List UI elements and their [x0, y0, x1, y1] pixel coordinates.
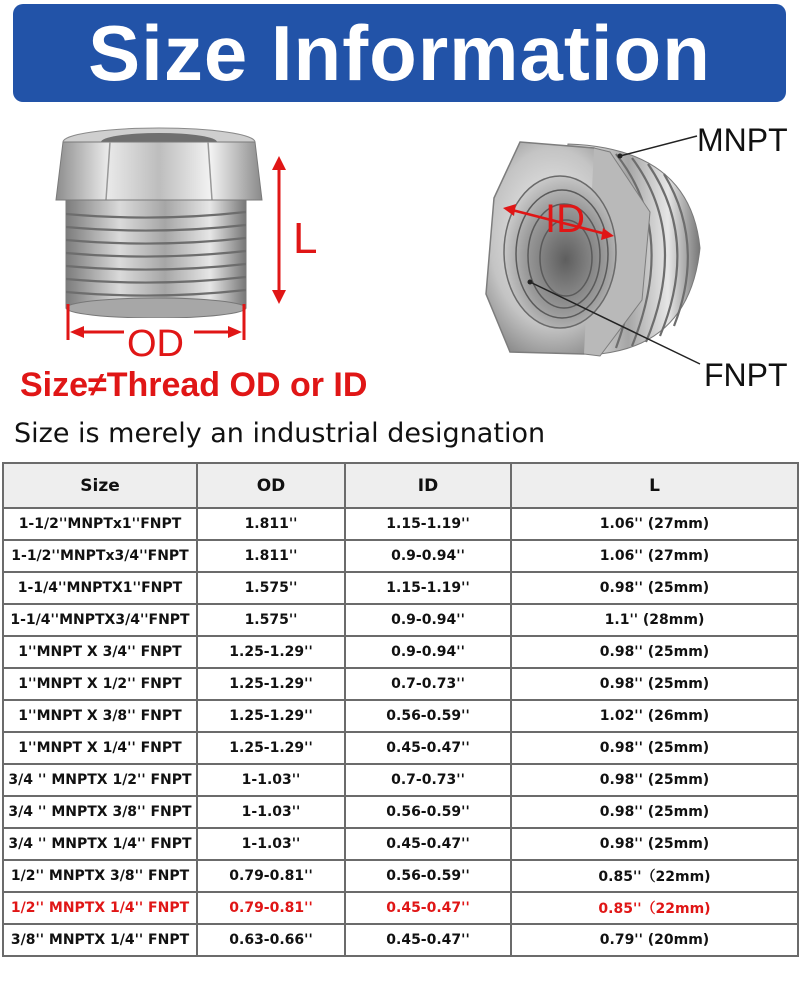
cell-l: 0.98'' (25mm)	[511, 732, 798, 764]
fitting-diagram	[0, 108, 800, 408]
angled-view-fitting	[486, 142, 700, 356]
header-od: OD	[197, 463, 345, 508]
cell-size: 3/4 '' MNPTX 1/2'' FNPT	[3, 764, 197, 796]
table-row	[3, 572, 798, 604]
cell-id: 0.9-0.94''	[345, 604, 511, 636]
cell-id: 0.7-0.73''	[345, 668, 511, 700]
cell-l: 0.98'' (25mm)	[511, 668, 798, 700]
cell-id: 0.45-0.47''	[345, 892, 511, 924]
header-l: L	[511, 463, 798, 508]
cell-l: 1.02'' (26mm)	[511, 700, 798, 732]
size-table	[2, 462, 799, 957]
table-row	[3, 732, 798, 764]
cell-id: 0.56-0.59''	[345, 700, 511, 732]
cell-id: 0.56-0.59''	[345, 796, 511, 828]
size-warning: Size≠Thread OD or ID	[20, 366, 368, 404]
cell-size: 1-1/2''MNPTx3/4''FNPT	[3, 540, 197, 572]
mnpt-leader	[620, 136, 697, 156]
cell-od: 0.79-0.81''	[197, 860, 345, 892]
cell-l: 0.98'' (25mm)	[511, 796, 798, 828]
table-row	[3, 828, 798, 860]
side-view-fitting	[56, 128, 262, 318]
cell-od: 1.575''	[197, 572, 345, 604]
cell-od: 1.25-1.29''	[197, 700, 345, 732]
cell-l: 0.98'' (25mm)	[511, 828, 798, 860]
cell-od: 1-1.03''	[197, 764, 345, 796]
mnpt-leader-dot	[618, 154, 623, 159]
cell-id: 0.7-0.73''	[345, 764, 511, 796]
length-label: L	[293, 214, 318, 263]
table-row	[3, 860, 798, 892]
cell-od: 0.63-0.66''	[197, 924, 345, 956]
fnpt-label: FNPT	[704, 357, 788, 393]
cell-od: 1.575''	[197, 604, 345, 636]
header-size: Size	[3, 463, 197, 508]
cell-size: 1-1/2''MNPTx1''FNPT	[3, 508, 197, 540]
cell-id: 1.15-1.19''	[345, 572, 511, 604]
cell-od: 1.25-1.29''	[197, 732, 345, 764]
cell-id: 0.45-0.47''	[345, 828, 511, 860]
designation-note: Size is merely an industrial designation	[14, 418, 546, 449]
cell-size: 1''MNPT X 1/2'' FNPT	[3, 668, 197, 700]
cell-size: 3/4 '' MNPTX 1/4'' FNPT	[3, 828, 197, 860]
cell-id: 0.45-0.47''	[345, 732, 511, 764]
length-dimension	[272, 156, 286, 304]
cell-size: 1-1/4''MNPTX3/4''FNPT	[3, 604, 197, 636]
cell-id: 0.9-0.94''	[345, 540, 511, 572]
cell-size: 1''MNPT X 3/4'' FNPT	[3, 636, 197, 668]
table-row	[3, 796, 798, 828]
mnpt-label: MNPT	[697, 122, 788, 158]
table-body	[3, 508, 798, 956]
product-figure	[0, 108, 800, 408]
cell-l: 1.06'' (27mm)	[511, 508, 798, 540]
table-row	[3, 700, 798, 732]
page-title: Size Information	[88, 9, 711, 97]
cell-size: 1-1/4''MNPTX1''FNPT	[3, 572, 197, 604]
od-label: OD	[127, 323, 184, 365]
cell-size: 1/2'' MNPTX 1/4'' FNPT	[3, 892, 197, 924]
cell-od: 1.811''	[197, 540, 345, 572]
cell-l: 0.98'' (25mm)	[511, 572, 798, 604]
cell-l: 0.85''（22mm)	[511, 860, 798, 892]
cell-od: 1-1.03''	[197, 796, 345, 828]
cell-l: 1.1'' (28mm)	[511, 604, 798, 636]
cell-l: 0.85''（22mm)	[511, 892, 798, 924]
cell-size: 1''MNPT X 1/4'' FNPT	[3, 732, 197, 764]
table-row	[3, 508, 798, 540]
table-row	[3, 636, 798, 668]
fnpt-leader-dot	[528, 280, 533, 285]
table-row	[3, 668, 798, 700]
cell-l: 0.98'' (25mm)	[511, 636, 798, 668]
cell-l: 0.79'' (20mm)	[511, 924, 798, 956]
cell-size: 3/4 '' MNPTX 3/8'' FNPT	[3, 796, 197, 828]
table-row	[3, 764, 798, 796]
cell-id: 0.45-0.47''	[345, 924, 511, 956]
cell-od: 1.811''	[197, 508, 345, 540]
title-banner	[13, 4, 786, 102]
cell-od: 1.25-1.29''	[197, 636, 345, 668]
cell-size: 1/2'' MNPTX 3/8'' FNPT	[3, 860, 197, 892]
cell-size: 1''MNPT X 3/8'' FNPT	[3, 700, 197, 732]
cell-id: 0.56-0.59''	[345, 860, 511, 892]
cell-l: 0.98'' (25mm)	[511, 764, 798, 796]
table-row	[3, 924, 798, 956]
cell-size: 3/8'' MNPTX 1/4'' FNPT	[3, 924, 197, 956]
table-header-row	[3, 463, 798, 508]
table-row	[3, 604, 798, 636]
cell-od: 1.25-1.29''	[197, 668, 345, 700]
cell-id: 1.15-1.19''	[345, 508, 511, 540]
cell-od: 1-1.03''	[197, 828, 345, 860]
header-id: ID	[345, 463, 511, 508]
cell-id: 0.9-0.94''	[345, 636, 511, 668]
cell-od: 0.79-0.81''	[197, 892, 345, 924]
table-row	[3, 540, 798, 572]
id-label: ID	[545, 197, 585, 241]
cell-l: 1.06'' (27mm)	[511, 540, 798, 572]
table-row	[3, 892, 798, 924]
